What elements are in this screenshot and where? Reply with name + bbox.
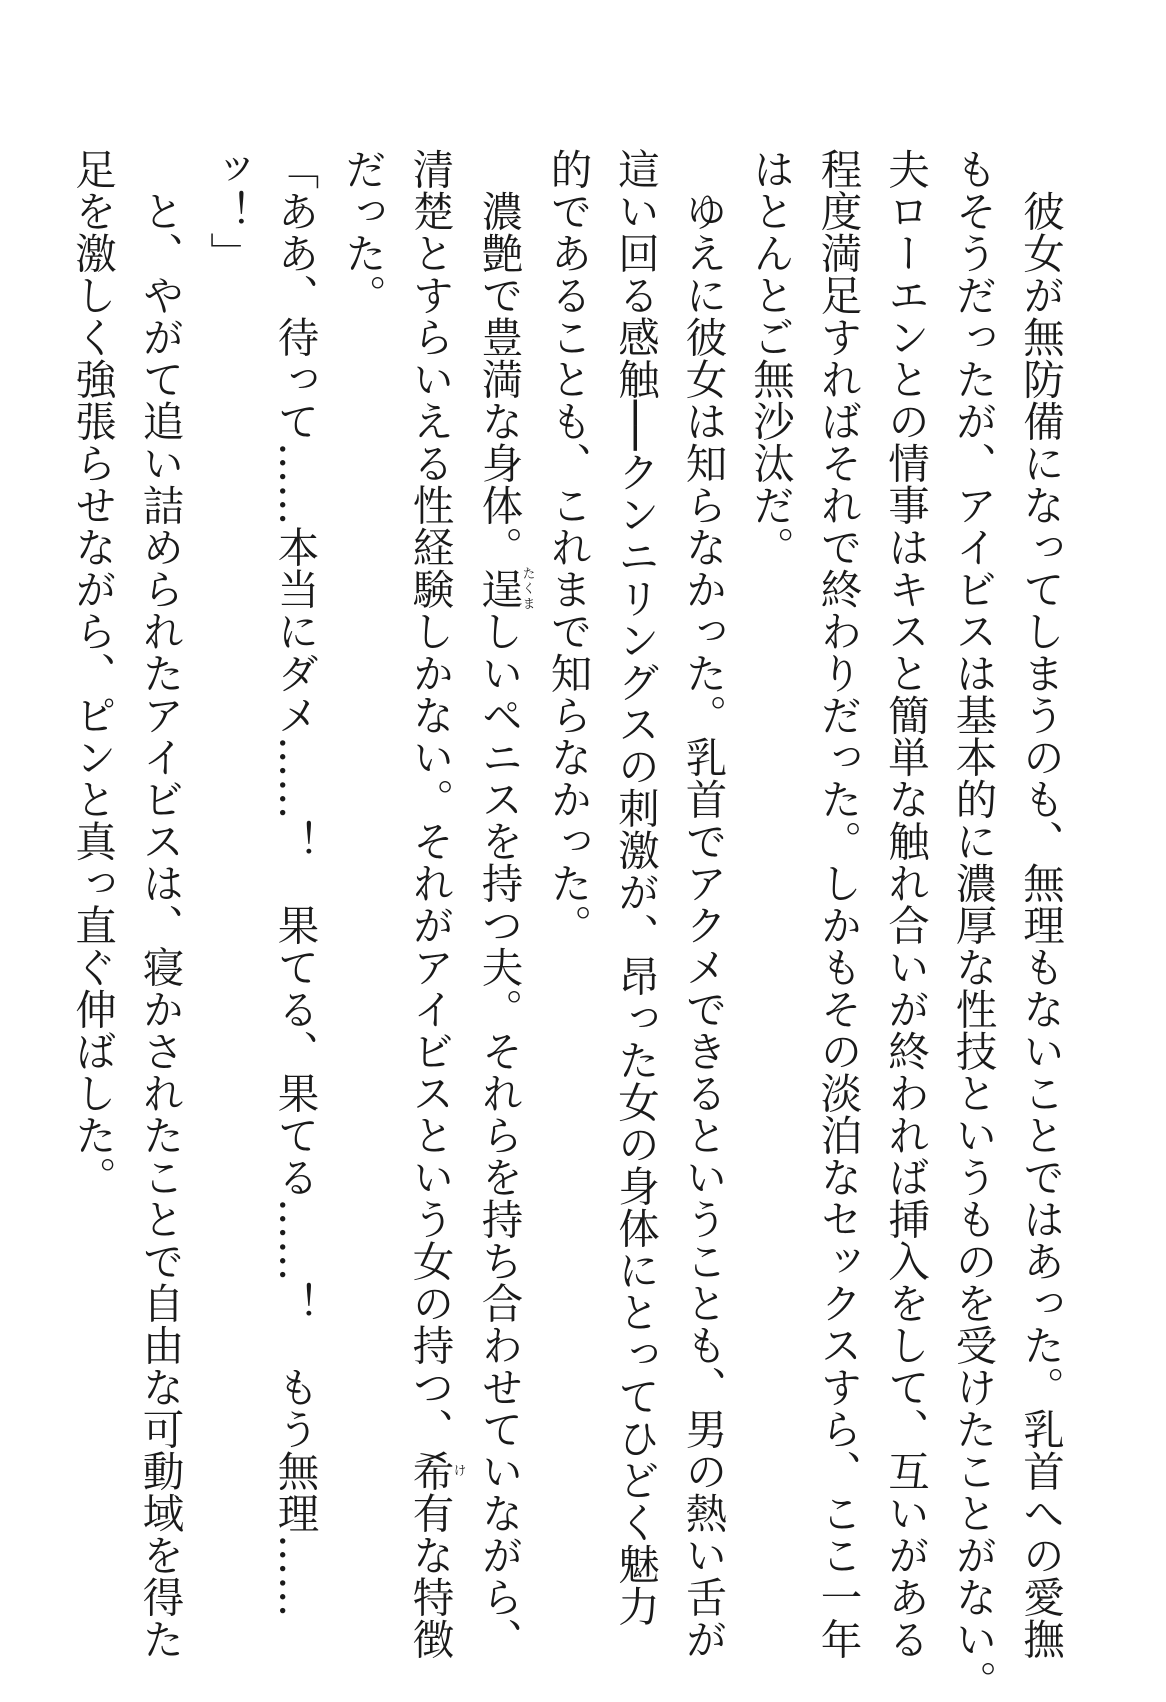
novel-text-block xyxy=(68,148,1074,1702)
text-line: だった。 xyxy=(338,148,387,316)
text-line: はとんとご無沙汰だ。 xyxy=(746,148,795,568)
text-line: ゆえに彼女は知らなかった。乳首でアクメできるということも、男の熱い舌が xyxy=(678,148,728,1660)
text-line-with-ruby xyxy=(465,148,535,1660)
text-segment: 濃艶で豊満な身体。 xyxy=(474,148,524,568)
text-line: もそうだったが、アイビスは基本的に濃厚な性技というものを受けたことがない。 xyxy=(948,148,998,1702)
text-line: と、やがて追い詰められたアイビスは、寝かされたことで自由な可動域を得た xyxy=(135,148,185,1660)
text-line: 程度満足すればそれで終わりだった。しかもその淡泊なセックスすら、ここ一年 xyxy=(813,148,863,1660)
text-segment: 有な特徴 xyxy=(405,1492,455,1660)
text-line-with-ruby xyxy=(396,148,466,1660)
ruby-annotation xyxy=(474,566,535,612)
text-line: 「ああ、待って……本当にダメ……！ 果てる、果てる……！ もう無理…… xyxy=(270,148,320,1618)
text-line: 的であることも、これまで知らなかった。 xyxy=(543,148,593,946)
ruby-reading: け xyxy=(450,1450,466,1492)
text-line: 夫ローエンとの情事はキスと簡単な触れ合いが終われば挿入をして、互いがある xyxy=(881,148,930,1660)
ruby-base: 希 xyxy=(405,1450,455,1492)
text-line: 這い回る感触──クンニリングスの刺激が、昂った女の身体にとってひどく魅力 xyxy=(611,148,660,1627)
ruby-annotation xyxy=(405,1450,466,1492)
ruby-reading: たくま xyxy=(519,566,535,612)
text-segment: しいペニスを持つ夫。それらを持ち合わせていながら、 xyxy=(474,610,524,1660)
text-segment: 清楚とすらいえる性経験しかない。それがアイビスという女の持つ、 xyxy=(405,148,455,1450)
text-line: 彼女が無防備になってしまうのも、無理もないことではあった。乳首への愛撫 xyxy=(1016,148,1065,1660)
text-line: 足を激しく強張らせながら、ピンと真っ直ぐ伸ばした。 xyxy=(68,148,117,1198)
ruby-base: 逞 xyxy=(474,566,524,612)
text-line: ッ！」 xyxy=(203,148,252,274)
